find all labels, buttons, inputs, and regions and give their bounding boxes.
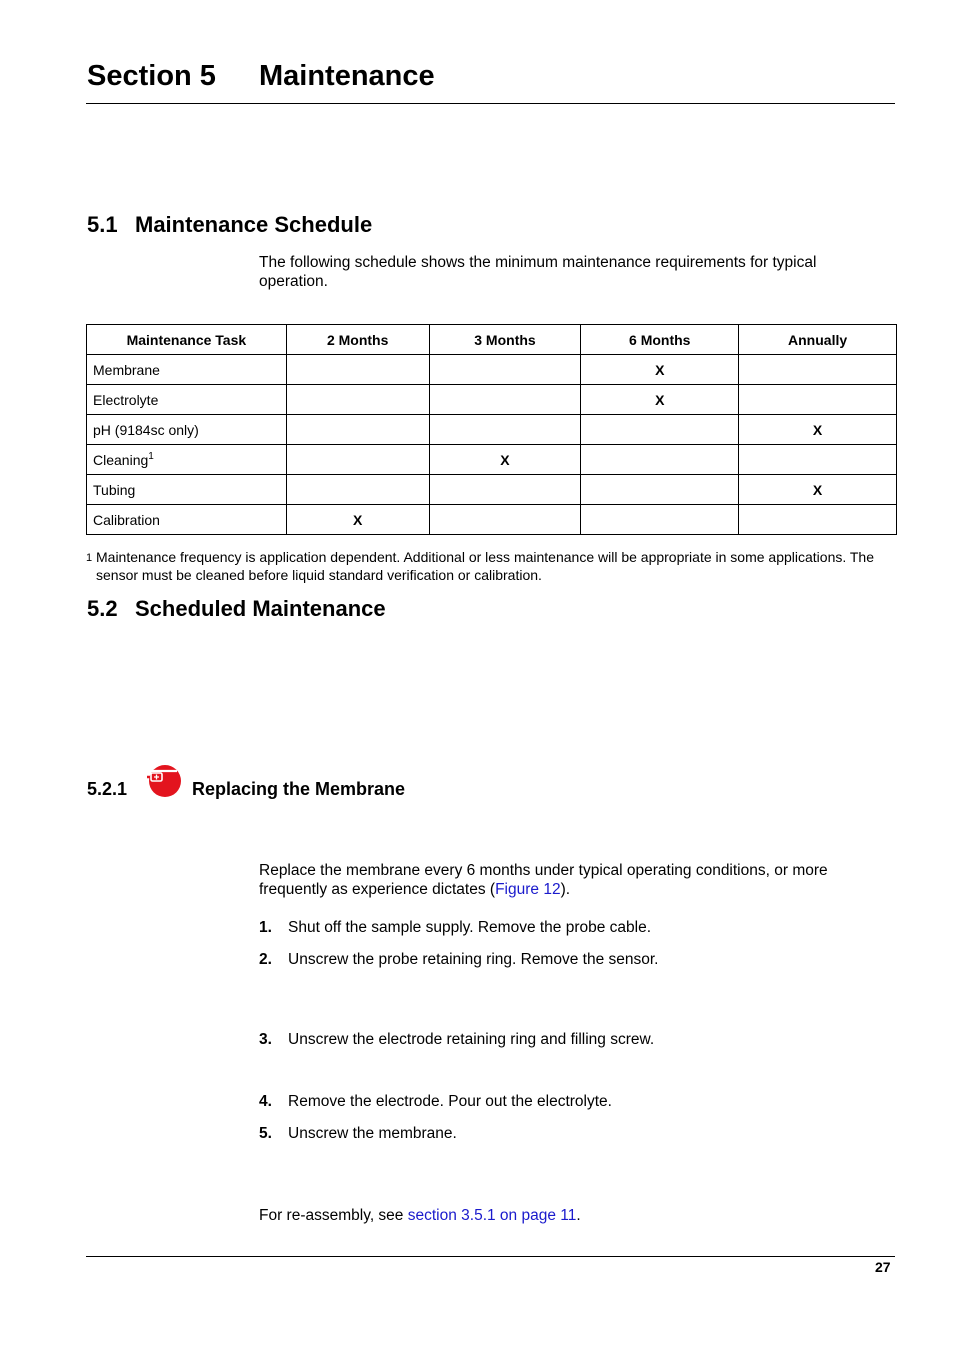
section-name: Maintenance xyxy=(259,60,435,92)
intro-text-end: ). xyxy=(560,881,571,898)
heading-number: 5.1 xyxy=(87,212,118,237)
interval-cell xyxy=(286,385,429,415)
safety-goggles-icon xyxy=(145,761,183,801)
task-label: Tubing xyxy=(93,481,136,498)
column-header: 2 Months xyxy=(286,325,429,355)
section-3-5-1-link[interactable]: section 3.5.1 on page 11 xyxy=(407,1207,577,1224)
header-rule xyxy=(86,103,895,104)
step-text: Remove the electrode. Pour out the electrolyte. xyxy=(288,1093,612,1110)
membrane-intro xyxy=(259,861,869,899)
footnote-ref: 1 xyxy=(148,450,154,462)
interval-cell xyxy=(739,385,897,415)
table-row xyxy=(87,505,897,535)
table-row xyxy=(87,445,897,475)
table-row xyxy=(87,355,897,385)
schedule-intro: The following schedule shows the minimum maintenance requirements for typical operation. xyxy=(259,254,817,290)
interval-cell xyxy=(739,445,897,475)
step-text: Shut off the sample supply. Remove the probe cable. xyxy=(288,919,652,936)
step-text: Unscrew the membrane. xyxy=(288,1125,457,1142)
table-header-row xyxy=(87,325,897,355)
column-header: Annually xyxy=(739,325,897,355)
step-number: 1. xyxy=(259,919,272,936)
interval-cell xyxy=(581,415,739,445)
heading-text: Maintenance Schedule xyxy=(135,212,373,237)
maintenance-schedule-table xyxy=(86,324,897,535)
interval-cell xyxy=(429,475,581,505)
interval-cell xyxy=(581,475,739,505)
table-row xyxy=(87,385,897,415)
interval-cell xyxy=(429,505,581,535)
task-cell xyxy=(87,475,287,505)
step-number: 2. xyxy=(259,951,272,968)
column-header: 3 Months xyxy=(429,325,581,355)
table-footnote xyxy=(86,548,898,584)
footer-rule xyxy=(86,1256,895,1257)
section-number: Section 5 xyxy=(87,60,216,92)
interval-cell xyxy=(739,355,897,385)
heading-number: 5.2 xyxy=(87,596,118,621)
step-number: 3. xyxy=(259,1031,272,1048)
footnote-marker: 1 xyxy=(86,552,93,564)
reassembly-text-end: . xyxy=(576,1207,581,1224)
interval-cell xyxy=(286,445,429,475)
heading-scheduled-maintenance xyxy=(87,596,386,622)
interval-cell xyxy=(581,505,739,535)
reassembly-note xyxy=(259,1206,581,1225)
task-cell xyxy=(87,505,287,535)
interval-cell xyxy=(286,355,429,385)
list-item xyxy=(259,1093,612,1111)
list-item xyxy=(259,951,658,969)
step-text: Unscrew the probe retaining ring. Remove the sensor. xyxy=(288,951,659,968)
interval-cell xyxy=(739,505,897,535)
interval-cell: X xyxy=(429,445,581,475)
column-header: 6 Months xyxy=(581,325,739,355)
task-label: Cleaning xyxy=(93,451,149,468)
task-label: Electrolyte xyxy=(93,391,159,408)
table-row xyxy=(87,415,897,445)
list-item xyxy=(259,919,651,937)
table-row xyxy=(87,475,897,505)
heading-text: Scheduled Maintenance xyxy=(135,596,386,621)
column-header: Maintenance Task xyxy=(87,325,287,355)
figure-12-link[interactable]: Figure 12 xyxy=(495,881,561,898)
interval-cell: X xyxy=(739,475,897,505)
interval-cell: X xyxy=(581,355,739,385)
interval-cell xyxy=(286,475,429,505)
task-cell xyxy=(87,445,287,475)
task-label: Calibration xyxy=(93,511,160,528)
interval-cell: X xyxy=(581,385,739,415)
interval-cell xyxy=(429,385,581,415)
reassembly-text: For re-assembly, see xyxy=(259,1207,408,1224)
subheading-title: Replacing the Membrane xyxy=(192,779,406,799)
list-item xyxy=(259,1031,654,1049)
footnote-text: Maintenance frequency is application dependent. Additional or less maintenance will be appropriate in some applications. The sensor must be cleaned before liquid standard verification or calibration. xyxy=(96,549,875,583)
interval-cell xyxy=(429,355,581,385)
interval-cell xyxy=(429,415,581,445)
list-item xyxy=(259,1125,457,1143)
task-cell xyxy=(87,415,287,445)
step-text: Unscrew the electrode retaining ring and filling screw. xyxy=(288,1031,655,1048)
interval-cell xyxy=(581,445,739,475)
task-label: pH (9184sc only) xyxy=(93,421,199,438)
interval-cell: X xyxy=(739,415,897,445)
interval-cell xyxy=(286,415,429,445)
task-label: Membrane xyxy=(93,361,160,378)
step-number: 5. xyxy=(259,1125,272,1142)
intro-text: Replace the membrane every 6 months under typical operating conditions, or more frequently as experience dictates ( xyxy=(259,862,828,898)
task-cell xyxy=(87,385,287,415)
heading-maintenance-schedule xyxy=(87,212,372,238)
interval-cell: X xyxy=(286,505,429,535)
section-title xyxy=(87,60,435,93)
page-number: 27 xyxy=(875,1259,891,1275)
step-number: 4. xyxy=(259,1093,272,1110)
subheading-number: 5.2.1 xyxy=(87,779,128,799)
task-cell xyxy=(87,355,287,385)
